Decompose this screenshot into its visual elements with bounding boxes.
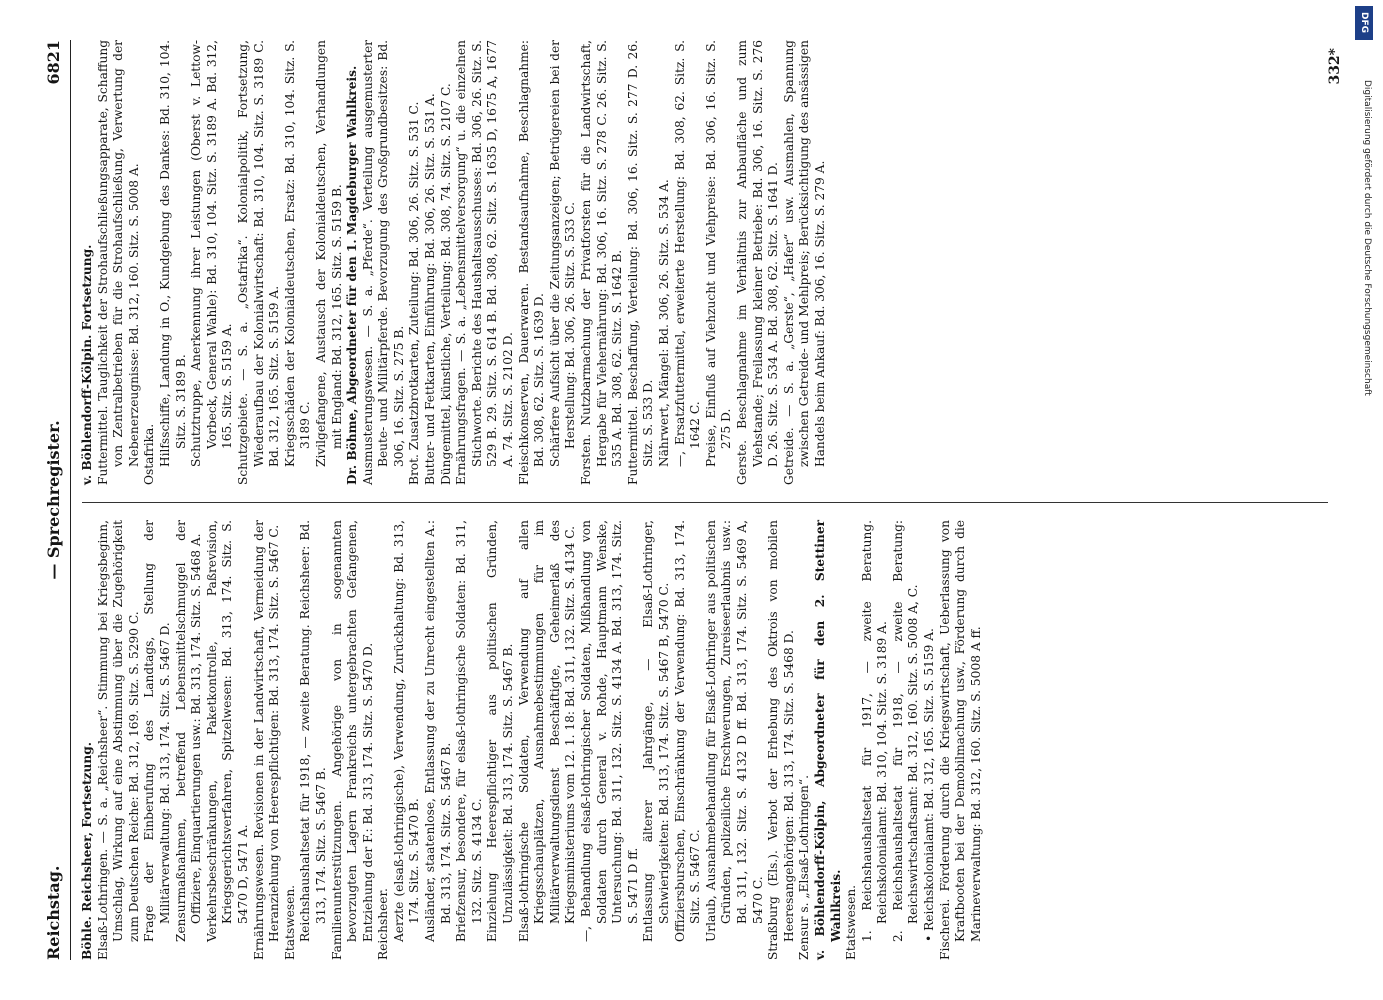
left-column-entry: v. Böhlendorff-Kölpin, Abgeordneter für den 2. Stettiner Wahlkreis. xyxy=(812,520,843,960)
left-column-entry: Elsaß-Lothringen. — S. a. „Reichsheer“. Stimmung bei Kriegsbeginn, Umschlag, Wirkung auf eine Abstimmung über die Zugehörigkeit zum Deutschen Reiche: Bd. 312, 169. Sitz. S. 5290 C. xyxy=(95,520,141,960)
right-column-entry: Schärfere Aufsicht über die Zeitungsanzeigen; Betrügereien bei der Herstellung: Bd. 306, 26. Sitz. S. 533 C. xyxy=(547,40,578,467)
left-column-entry: Frage der Einberufung des Landtags, Stellung der Militärverwaltung: Bd. 313, 174. Sitz. S. 5467 D. xyxy=(142,520,172,942)
right-column-entry: Nährwert, Mängel: Bd. 306, 26. Sitz. S. 534 A. xyxy=(656,179,671,467)
left-column-entry: Elsaß-lothringische Soldaten, Verwendung auf allen Kriegsschauplätzen, Ausnahmebestimmungen für im Militärverwaltungsdienst Beschäftigte, Geheimerlaß des Kriegsministeriums vom 12. 1. 18: Bd. 311, 132. Sitz. S. 4134 C. xyxy=(516,520,578,942)
page-number: 6821 xyxy=(44,40,63,85)
left-column-entry: Zensurmaßnahmen, betreffend Lebensmittelschmuggel der Offiziere, Einquartierungen usw.: Bd. 313, 174. Sitz. S. 5468 A. xyxy=(173,520,204,942)
left-column-entry: Aerzte (elsaß-lothringische), Verwendung, Zurückhaltung: Bd. 313, 174. Sitz. S. 5470 B. xyxy=(391,520,422,942)
right-column-entry: Futtermittel. Beschaffung, Verteilung: Bd. 306, 16. Sitz. S. 277 D. 26. Sitz. S. 533 D. xyxy=(625,40,656,485)
right-column-entry: Getreide. — S. a. „Gerste“, „Hafer“ usw. Ausmahlen, Spannung zwischen Getreide- und Mehlpreis; Berücksichtigung des ansässigen Handels beim Ankauf: Bd. 306, 16. Sitz. S. 279 A. xyxy=(781,40,827,485)
digitization-sidebar xyxy=(1353,0,1375,1000)
column-divider xyxy=(82,502,1328,503)
right-column-entry: Forsten. Nutzbarmachung der Privatforsten für die Landwirtschaft, Hergabe für Viehernährung: Bd. 306, 16. Sitz. S. 278 C. 26. Sitz. S. 535 A. Bd. 308, 62. Sitz. S. 1642 B. xyxy=(579,40,625,485)
left-column-entry: Reichshaushaltsetat für 1918, — zweite Beratung. Reichsheer: Bd. 313, 174. Sitz. S. 5467 B. xyxy=(298,520,328,942)
left-column-entry: Verkehrsbeschränkungen, Paketkontrolle, Paßrevision, Kriegsgerichtsverfahren, Spitzelwesen: Bd. 313, 174. Sitz. S. 5470 D, 5471 A. xyxy=(204,520,250,942)
right-column-entry: —, Ersatzfuttermittel, erweiterte Herstellung: Bd. 308, 62. Sitz. S. 1642 C. xyxy=(672,40,703,467)
digitization-credit: Digitalisierung gefördert durch die Deutsche Forschungsgemeinschaft xyxy=(1362,80,1372,396)
right-column-entry: Kriegsschäden der Kolonialdeutschen, Ersatz: Bd. 310, 104. Sitz. S. 3189 C. xyxy=(282,40,313,467)
left-column-entry: Etatswesen. xyxy=(844,884,859,960)
left-column xyxy=(80,520,1343,960)
page-header xyxy=(40,40,71,960)
right-column-entry: Düngemittel, künstliche, Verteilung: Bd. 308, 74. Sitz. S. 2107 C. xyxy=(438,83,453,485)
right-column xyxy=(80,40,1343,485)
left-column-entry: Einziehung Heerespflichtiger aus politischen Gründen, Unzulässigkeit: Bd. 313, 174. Sitz. S. 5467 B. xyxy=(485,520,516,942)
left-column-entry: Ausländer, staatenlose, Entlassung der zu Unrecht eingestellten A.: Bd. 313, 174. Sitz. S. 5467 B. xyxy=(423,520,453,942)
header-center: — Sprechregister. xyxy=(44,420,63,580)
right-column-entry: Ernährungsfragen. — S. a. „Lebensmittelversorgung“ u. die einzelnen Stichworte. Berichte des Haushaltsausschusses: Bd. 306, 26. Sitz. S. 529 B. 29. Sitz. S. 614 B. Bd. 308, 62. Sitz. S. 1635 D, 1675 A, 1677 A. 74. Sitz. S. 2102 D. xyxy=(454,40,516,485)
dfg-logo: DFG xyxy=(1355,6,1373,40)
left-column-entry: —, Behandlung elsaß-lothringischer Soldaten, Mißhandlung von Soldaten durch General v. Rohde, Hauptmann Wenske, Untersuchung: Bd. 311, 132. Sitz. S. 4134 A. Bd. 313, 174. Sitz. S. 5471 D ff. xyxy=(579,520,640,942)
left-column-entry: Offiziersburschen, Einschränkung der Verwendung: Bd. 313, 174. Sitz. S. 5467 C. xyxy=(672,520,703,942)
left-column-entry: Ernährungswesen. Revisionen in der Landwirtschaft, Vermeidung der Heranziehung von Heerespflichtigen: Bd. 313, 174. Sitz. S. 5467 C. xyxy=(251,520,282,960)
right-column-entry: Brot. Zusatzbrotkarten, Zuteilung: Bd. 306, 26. Sitz. S. 531 C. xyxy=(407,101,422,485)
right-column-entry: Gerste. Beschlagnahme im Verhältnis zur Anbaufläche und zum Viehstande; Freilassung kleiner Betriebe: Bd. 306, 16. Sitz. S. 276 D. 26. Sitz. S. 534 A. Bd. 308, 62. Sitz. S. 1641 D. xyxy=(734,40,781,485)
left-column-entry: Etatswesen. xyxy=(282,884,297,960)
right-column-entry: Ostafrika. xyxy=(142,423,157,485)
right-column-entry: Dr. Böhme, Abgeordneter für den 1. Magdeburger Wahlkreis. xyxy=(345,65,360,485)
right-column-entry: v. Böhlendorff-Kölpin. Fortsetzung. xyxy=(80,244,94,485)
left-column-entry: Böhle. Reichsheer, Fortsetzung. xyxy=(80,741,94,960)
left-column-entry: 1. Reichshaushaltsetat für 1917, — zweite Beratung. Reichskolonialamt: Bd. 310, 104. Sitz. S. 3189 A. xyxy=(859,520,890,942)
left-column-entry: Fischerei. Förderung durch die Kriegswirtschaft, Ueberlassung von Kraftbooten bei der Demobilmachung usw., Förderung durch die Marineverwaltung: Bd. 312, 160. Sitz. S. 5008 A ff. xyxy=(937,520,983,960)
right-column-entry: Hilfsschiffe, Landung in O., Kundgebung des Dankes: Bd. 310, 104. Sitz. S. 3189 B. xyxy=(157,40,188,467)
left-column-entry: Briefzensur, besondere, für elsaß-lothringische Soldaten: Bd. 311, 132. Sitz. S. 4134 C. xyxy=(454,520,484,942)
right-column-entry: Zivilgefangene, Austausch der Kolonialdeutschen, Verhandlungen mit England: Bd. 312, 165. Sitz. S. 5159 B. xyxy=(313,40,344,467)
right-column-entry: Ausmusterungswesen. — S. a. „Pferde“. Verteilung ausgemusterter Beute- und Militärpferde. Bevorzugung des Großgrundbesitzes: Bd. 306, 16. Sitz. S. 275 B. xyxy=(360,40,406,485)
left-column-entry: Straßburg (Els.). Verbot der Erhebung des Oktrois von mobilen Heeresangehörigen: Bd. 313, 174. Sitz. S. 5468 D. xyxy=(766,520,796,960)
right-column-entry: Butter- und Fettkarten, Einführung: Bd. 306, 26. Sitz. S. 531 A. xyxy=(423,93,438,485)
left-column-entry: • Reichskolonialamt: Bd. 312, 165. Sitz. S. 5159 A. xyxy=(922,628,937,942)
right-column-entry: Schutztruppe, Anerkennung ihrer Leistungen (Oberst v. Lettow-Vorbeck, General Wahle): Bd. 310, 104. Sitz. S. 3189 A. Bd. 312, 165. Sitz. S. 5159 A. xyxy=(189,40,235,467)
left-column-entry: Familienunterstützungen. Angehörige von in sogenannten bevorzugten Lagern Frankreichs untergebrachten Gefangenen, Entziehung der F.: Bd. 313, 174. Sitz. S. 5470 D. xyxy=(329,520,375,960)
right-column-entry: Fleischkonserven, Dauerwaren. Bestandsaufnahme, Beschlagnahme: Bd. 308, 62. Sitz. S. 1639 D. xyxy=(516,40,547,485)
left-column-entry: Urlaub, Ausnahmebehandlung für Elsaß-Lothringer aus politischen Gründen, polizeiliche Erschwerungen, Zureiseerlaubnis usw.: Bd. 311, 132. Sitz. S. 4132 D ff. Bd. 313, 174. Sitz. S. 5469 A, 5470 C. xyxy=(703,520,765,942)
header-left: Reichstag. xyxy=(44,865,63,960)
left-column-entry: 2. Reichshaushaltsetat für 1918, — zweite Beratung: Reichswirtschaftsamt: Bd. 312, 160. Sitz. S. 5008 A, C. xyxy=(890,520,921,942)
right-column-entry: Futtermittel. Tauglichkeit der Strohaufschließungsapparate, Schaffung von Zentralbetrieben für die Strohaufschließung, Verwertung der Nebenerzeugnisse: Bd. 312, 160. Sitz. S. 5008 A. xyxy=(95,40,141,485)
right-column-entry: Preise, Einfluß auf Viehzucht und Viehpreise: Bd. 306, 16. Sitz. S. 275 D. xyxy=(703,40,734,467)
right-column-entry: Schutzgebiete. — S. a. „Ostafrika“. Kolonialpolitik, Fortsetzung, Wiederaufbau der Kolonialwirtschaft: Bd. 310, 104. Sitz. S. 3189 C. Bd. 312, 165. Sitz. S. 5159 A. xyxy=(235,40,282,485)
left-column-entry: Entlassung älterer Jahrgänge, — Elsaß-Lothringer, Schwierigkeiten: Bd. 313, 174. Sitz. S. 5467 B, 5470 C. xyxy=(641,520,671,942)
left-column-entry: Zensur s. „Elsaß-Lothringen“. xyxy=(797,775,812,960)
left-column-entry: Reichsheer. xyxy=(376,888,391,960)
footer-page-marker: 332* xyxy=(1327,48,1343,85)
